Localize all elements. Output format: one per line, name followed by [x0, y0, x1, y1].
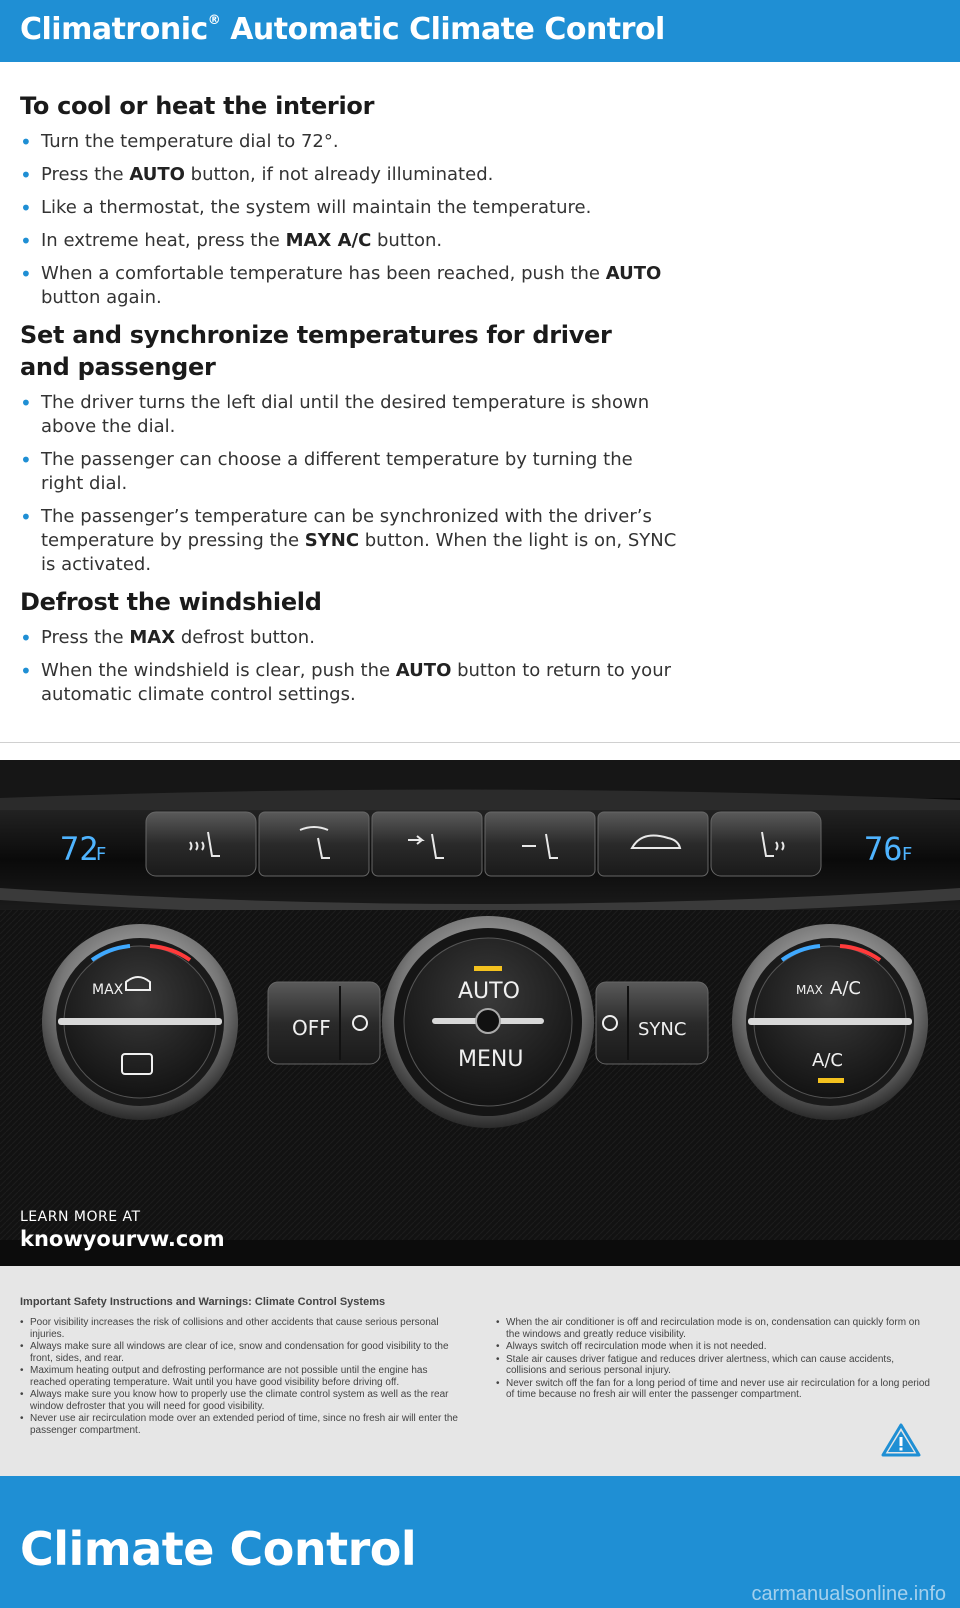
bold-keyword: MAX — [129, 627, 176, 648]
right-temperature-dial[interactable] — [732, 924, 928, 1120]
recirculation-button[interactable] — [598, 812, 708, 876]
left-temp-unit: F — [96, 844, 107, 865]
fan-off-rocker[interactable] — [268, 982, 380, 1064]
climate-panel-photo — [0, 760, 960, 1266]
safety-item: • Always switch off recirculation mode when it is not needed. — [496, 1341, 932, 1353]
safety-item: • Always make sure all windows are clear of ice, snow and condensation for good visibility to the front, sides, and rear. — [20, 1341, 464, 1364]
bold-keyword: AUTO — [395, 660, 452, 681]
safety-item: • Maximum heating output and defrosting performance are not possible until the engine has reached operating temperature. Wait until you have good visibility before driving off. — [20, 1365, 464, 1388]
safety-left-column — [20, 1317, 464, 1437]
title-brand: Climatronic — [20, 12, 208, 47]
auto-button-label: AUTO — [458, 979, 520, 1004]
title-rest: Automatic Climate Control — [230, 12, 665, 47]
lower-airflow-button[interactable] — [485, 812, 595, 876]
right-temp-unit: F — [902, 844, 913, 865]
safety-item: • Never switch off the fan for a long period of time and never use air recirculation for a long period of time because no fresh air will enter the passenger compartment. — [496, 1378, 932, 1401]
left-temp-display: 72 — [60, 830, 99, 868]
safety-right-column — [496, 1317, 932, 1402]
learn-more-label: LEARN MORE AT — [20, 1209, 141, 1225]
bullet-text: button. — [371, 230, 443, 251]
bold-keyword: MAX A/C — [285, 230, 372, 251]
max-ac-label: A/C — [830, 978, 861, 999]
passenger-seat-heat-button[interactable] — [711, 812, 821, 876]
safety-title: Important Safety Instructions and Warnings: Climate Control Systems — [20, 1296, 386, 1308]
section-heading: Defrost the windshield — [20, 588, 322, 616]
driver-seat-heat-button[interactable] — [146, 812, 256, 876]
bullet-dot: • — [20, 262, 32, 286]
section-heading: Set and synchronize temperatures for driver — [20, 321, 612, 349]
bullet-text: button. When the light is on, SYNC is activated. — [41, 530, 677, 575]
bullet-dot: • — [20, 391, 32, 415]
safety-item: • Always make sure you know how to properly use the climate control system as well as the rear window defroster that you will need for good visibility. — [20, 1389, 464, 1412]
auto-indicator — [474, 966, 502, 971]
windshield-airflow-button[interactable] — [259, 812, 369, 876]
bold-keyword: AUTO — [129, 164, 185, 185]
bullet-dot: • — [20, 196, 32, 220]
watermark: carmanualsonline.info — [751, 1583, 946, 1605]
bullet-dot: • — [20, 626, 32, 650]
bullet-item — [20, 505, 680, 577]
bullet-text: The passenger’s temperature can be synchronized with the driver’s temperature by pressing the — [41, 506, 652, 551]
instructions — [20, 90, 680, 716]
bullet-text: In extreme heat, press the — [41, 230, 286, 251]
bullet-list — [20, 626, 680, 707]
bold-keyword: SYNC — [304, 530, 360, 551]
bullet-item — [20, 196, 680, 220]
ac-indicator — [818, 1078, 844, 1083]
page-title — [20, 12, 665, 47]
bullet-text: button again. — [41, 287, 162, 308]
center-auto-menu-knob[interactable] — [382, 916, 594, 1128]
bullet-text: The passenger can choose a different temperature by turning the right dial. — [41, 449, 633, 494]
bullet-text: Turn the temperature dial to 72°. — [41, 131, 339, 152]
bullet-text: When a comfortable temperature has been reached, push the — [41, 263, 606, 284]
bullet-list — [20, 130, 680, 310]
bullet-list — [20, 391, 680, 577]
sync-rocker[interactable] — [596, 982, 708, 1064]
bullet-dot: • — [20, 163, 32, 187]
registered-mark: ® — [207, 13, 221, 28]
safety-item: • When the air conditioner is off and recirculation mode is on, condensation can quickly form on the windows and greatly reduce visibility. — [496, 1317, 932, 1340]
left-temperature-dial[interactable] — [42, 924, 238, 1120]
bullet-item — [20, 229, 680, 253]
max-defrost-label: MAX — [92, 982, 124, 998]
footer-title: Climate Control — [20, 1522, 417, 1576]
ac-button-label: A/C — [812, 1050, 843, 1071]
bullet-dot: • — [20, 229, 32, 253]
bullet-text: button to return to your automatic climate control settings. — [41, 660, 672, 705]
bullet-dot: • — [20, 505, 32, 529]
right-temp-display: 76 — [864, 830, 903, 868]
safety-item: • Never use air recirculation mode over an extended period of time, since no fresh air will enter the passenger compartment. — [20, 1413, 464, 1436]
max-ac-prefix: MAX — [796, 983, 823, 997]
bullet-item — [20, 448, 680, 496]
menu-button-label: MENU — [458, 1047, 524, 1072]
bullet-dot: • — [20, 448, 32, 472]
bullet-text: Press the — [41, 627, 130, 648]
bullet-item — [20, 130, 680, 154]
section-heading: and passenger — [20, 353, 216, 381]
bullet-item — [20, 659, 680, 707]
bullet-item — [20, 626, 680, 650]
bold-keyword: AUTO — [605, 263, 662, 284]
safety-item: • Stale air causes driver fatigue and reduces driver alertness, which can cause accidents, collisions and serious personal injury. — [496, 1354, 932, 1377]
bullet-text: button, if not already illuminated. — [184, 164, 494, 185]
bullet-text: When the windshield is clear, push the — [41, 660, 396, 681]
bullet-dot: • — [20, 659, 32, 683]
bullet-dot: • — [20, 130, 32, 154]
bullet-text: Like a thermostat, the system will maintain the temperature. — [41, 197, 592, 218]
bullet-text: defrost button. — [175, 627, 315, 648]
upper-airflow-button[interactable] — [372, 812, 482, 876]
bullet-item — [20, 391, 680, 439]
warning-triangle-icon — [881, 1423, 921, 1457]
section-heading: To cool or heat the interior — [20, 92, 375, 120]
learn-more-url[interactable]: knowyourvw.com — [20, 1227, 225, 1251]
bullet-text: The driver turns the left dial until the desired temperature is shown above the dial. — [41, 392, 650, 437]
safety-item: • Poor visibility increases the risk of collisions and other accidents that cause serious personal injuries. — [20, 1317, 464, 1340]
off-label: OFF — [292, 1016, 331, 1040]
bullet-item — [20, 163, 680, 187]
bullet-text: Press the — [41, 164, 130, 185]
sync-button-label: SYNC — [638, 1019, 687, 1040]
bullet-item — [20, 262, 680, 310]
learn-more — [20, 1209, 225, 1251]
section-divider — [0, 742, 960, 743]
